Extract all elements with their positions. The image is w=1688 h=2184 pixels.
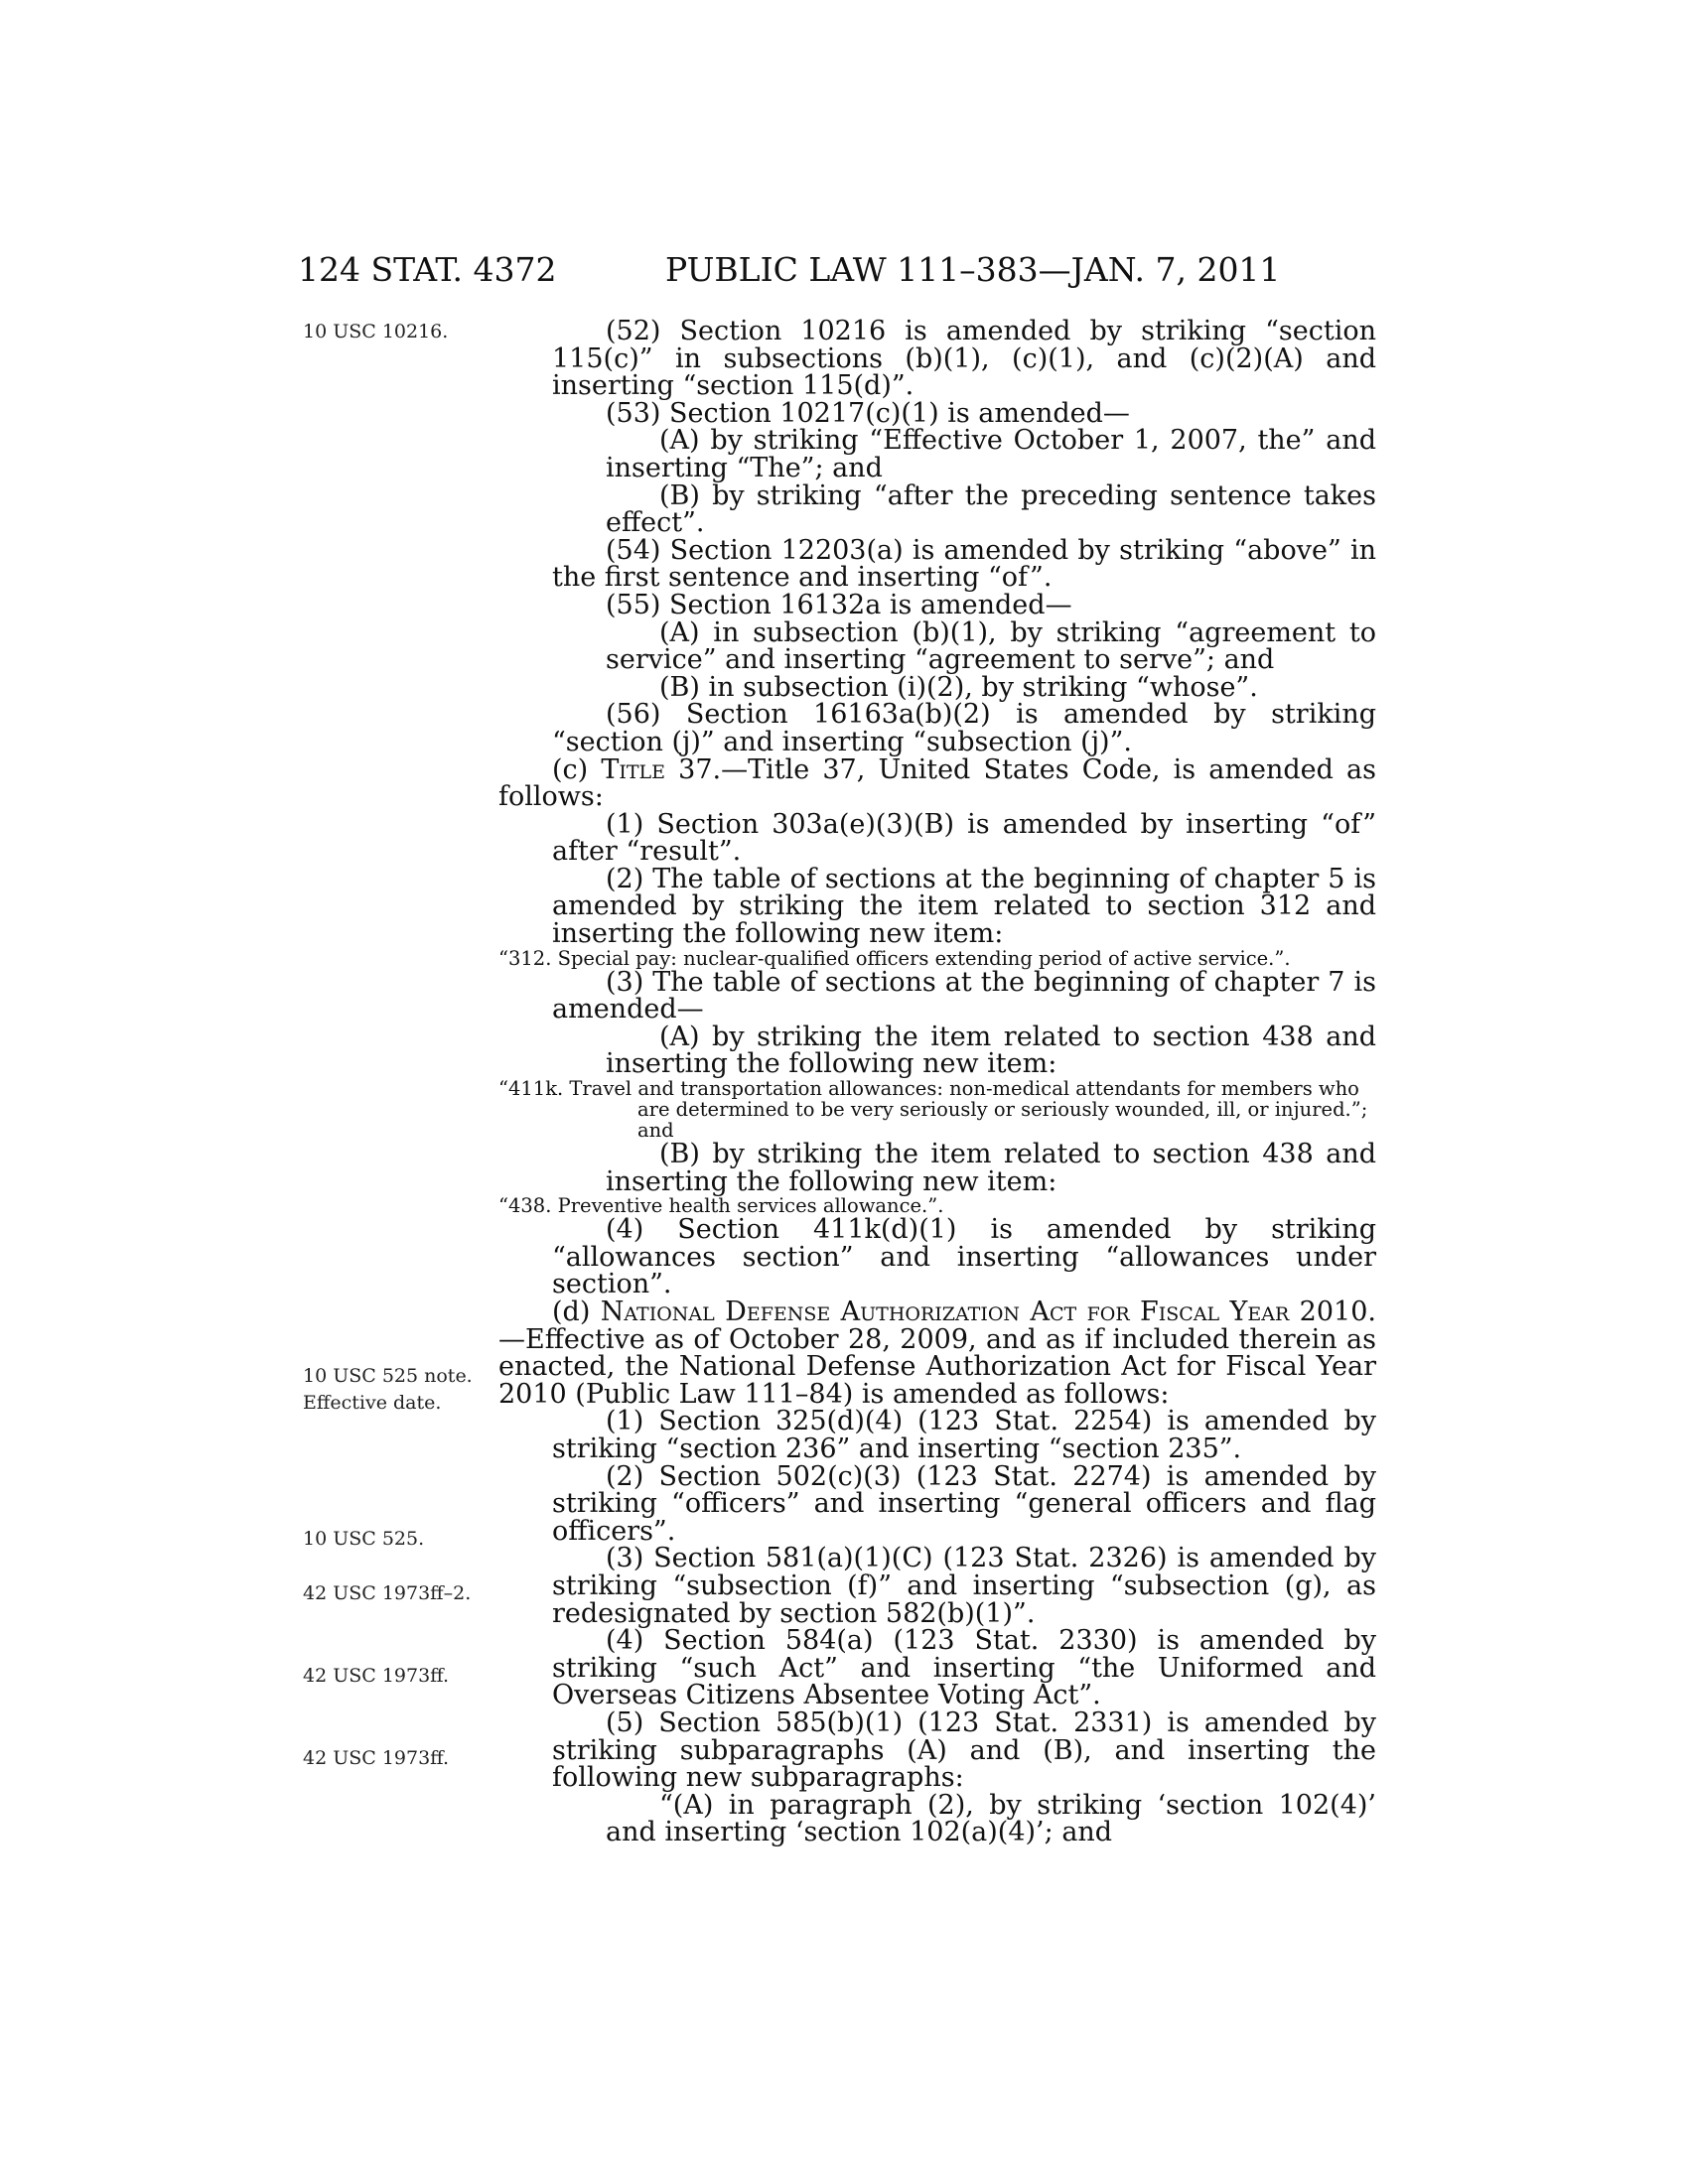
paragraph-c-3: (3) The table of sections at the beginning of chapter 7 is amended— <box>552 966 1376 1025</box>
table-item-438: “438. Preventive health services allowance.”. <box>498 1194 944 1218</box>
paragraph-d-1: (1) Section 325(d)(4) (123 Stat. 2254) is amended by striking “section 236” and inserting “section 235”. <box>552 1406 1376 1464</box>
subsection-d-heading: National Defense Authorization Act for Fiscal Year 2010 <box>600 1297 1368 1327</box>
subsection-d <box>498 1298 1376 1408</box>
subsection-c-text: .—Title 37, United States Code, is amended as follows: <box>498 753 1377 813</box>
page-header <box>298 250 1390 290</box>
margin-note-10-usc-10216: 10 USC 10216. <box>303 321 449 342</box>
paragraph-d-2: (2) Section 502(c)(3) (123 Stat. 2274) is amended by striking “officers” and inserting “general officers and flag officers”. <box>552 1460 1376 1547</box>
subsection-c-label: (c) <box>552 753 602 785</box>
margin-note-10-usc-525-note: 10 USC 525 note. <box>303 1365 473 1387</box>
subsection-c-heading: Title 37 <box>601 753 713 785</box>
paragraph-c-3-a: (A) by striking the item related to section 438 and inserting the following new item: <box>606 1021 1376 1080</box>
margin-note-42-usc-1973ff-2: 42 USC 1973ff–2. <box>303 1582 472 1604</box>
paragraph-56: (56) Section 16163a(b)(2) is amended by striking “section (j)” and inserting “subsection (j)”. <box>552 699 1376 757</box>
paragraph-c-2: (2) The table of sections at the beginning of chapter 5 is amended by striking the item related to section 312 and inserting the following new item: <box>552 863 1376 950</box>
paragraph-53-b: (B) by striking “after the preceding sentence takes effect”. <box>606 479 1376 539</box>
paragraph-d-4: (4) Section 584(a) (123 Stat. 2330) is amended by striking “such Act” and inserting “the Uniformed and Overseas Citizens Absentee Voting Act”. <box>552 1625 1376 1711</box>
body-text <box>498 318 1376 1846</box>
margin-note-10-usc-525: 10 USC 525. <box>303 1528 425 1550</box>
margin-note-42-usc-1973ff-b: 42 USC 1973ff. <box>303 1747 450 1769</box>
page-number: 124 STAT. 4372 <box>298 250 557 289</box>
paragraph-c-1: (1) Section 303a(e)(3)(B) is amended by inserting “of” after “result”. <box>552 808 1376 868</box>
paragraph-54: (54) Section 12203(a) is amended by striking “above” in the first sentence and inserting “of”. <box>552 534 1376 594</box>
paragraph-55: (55) Section 16132a is amended— <box>606 589 1072 620</box>
paragraph-c-3-b: (B) by striking the item related to section 438 and inserting the following new item: <box>606 1139 1376 1197</box>
subsection-d-label: (d) <box>552 1297 601 1327</box>
running-title: PUBLIC LAW 111–383—JAN. 7, 2011 <box>665 250 1281 289</box>
margin-note-42-usc-1973ff-a: 42 USC 1973ff. <box>303 1665 450 1687</box>
paragraph-52: (52) Section 10216 is amended by striking “section 115(c)” in subsections (b)(1), (c)(1), and (c)(2)(A) and inserting “section 115(d)”. <box>552 316 1376 402</box>
table-item-411k: “411k. Travel and transportation allowances: non-medical attendants for members who are determined to be very seriously or seriously wounded, ill, or injured.”; and <box>498 1077 1368 1143</box>
paragraph-d-5: (5) Section 585(b)(1) (123 Stat. 2331) is amended by striking subparagraphs (A) and (B), and inserting the following new subparagraphs: <box>552 1706 1376 1794</box>
paragraph-55-b: (B) in subsection (i)(2), by striking “whose”. <box>659 671 1258 703</box>
paragraph-55-a: (A) in subsection (b)(1), by striking “agreement to service” and inserting “agreement to serve”; and <box>606 616 1376 676</box>
paragraph-53-a: (A) by striking “Effective October 1, 2007, the” and inserting “The”; and <box>606 425 1376 483</box>
paragraph-d-5-a: “(A) in paragraph (2), by striking ‘section 102(4)’ and inserting ‘section 102(a)(4)’; and <box>606 1789 1376 1848</box>
table-item-312: “312. Special pay: nuclear-qualified officers extending period of active service.”. <box>498 946 1291 970</box>
subsection-d-text: .—Effective as of October 28, 2009, and as if included therein as enacted, the National Defense Authorization Act for Fiscal Year 2010 (Public Law 111–84) is amended as follows: <box>498 1297 1376 1410</box>
paragraph-d-3: (3) Section 581(a)(1)(C) (123 Stat. 2326) is amended by striking “subsection (f)” and inserting “subsection (g), as redesignated by section 582(b)(1)”. <box>552 1543 1376 1629</box>
margin-note-effective-date: Effective date. <box>303 1392 442 1414</box>
paragraph-53: (53) Section 10217(c)(1) is amended— <box>606 397 1130 429</box>
paragraph-c-4: (4) Section 411k(d)(1) is amended by striking “allowances section” and inserting “allowances under section”. <box>552 1214 1376 1300</box>
subsection-c <box>498 753 1377 813</box>
